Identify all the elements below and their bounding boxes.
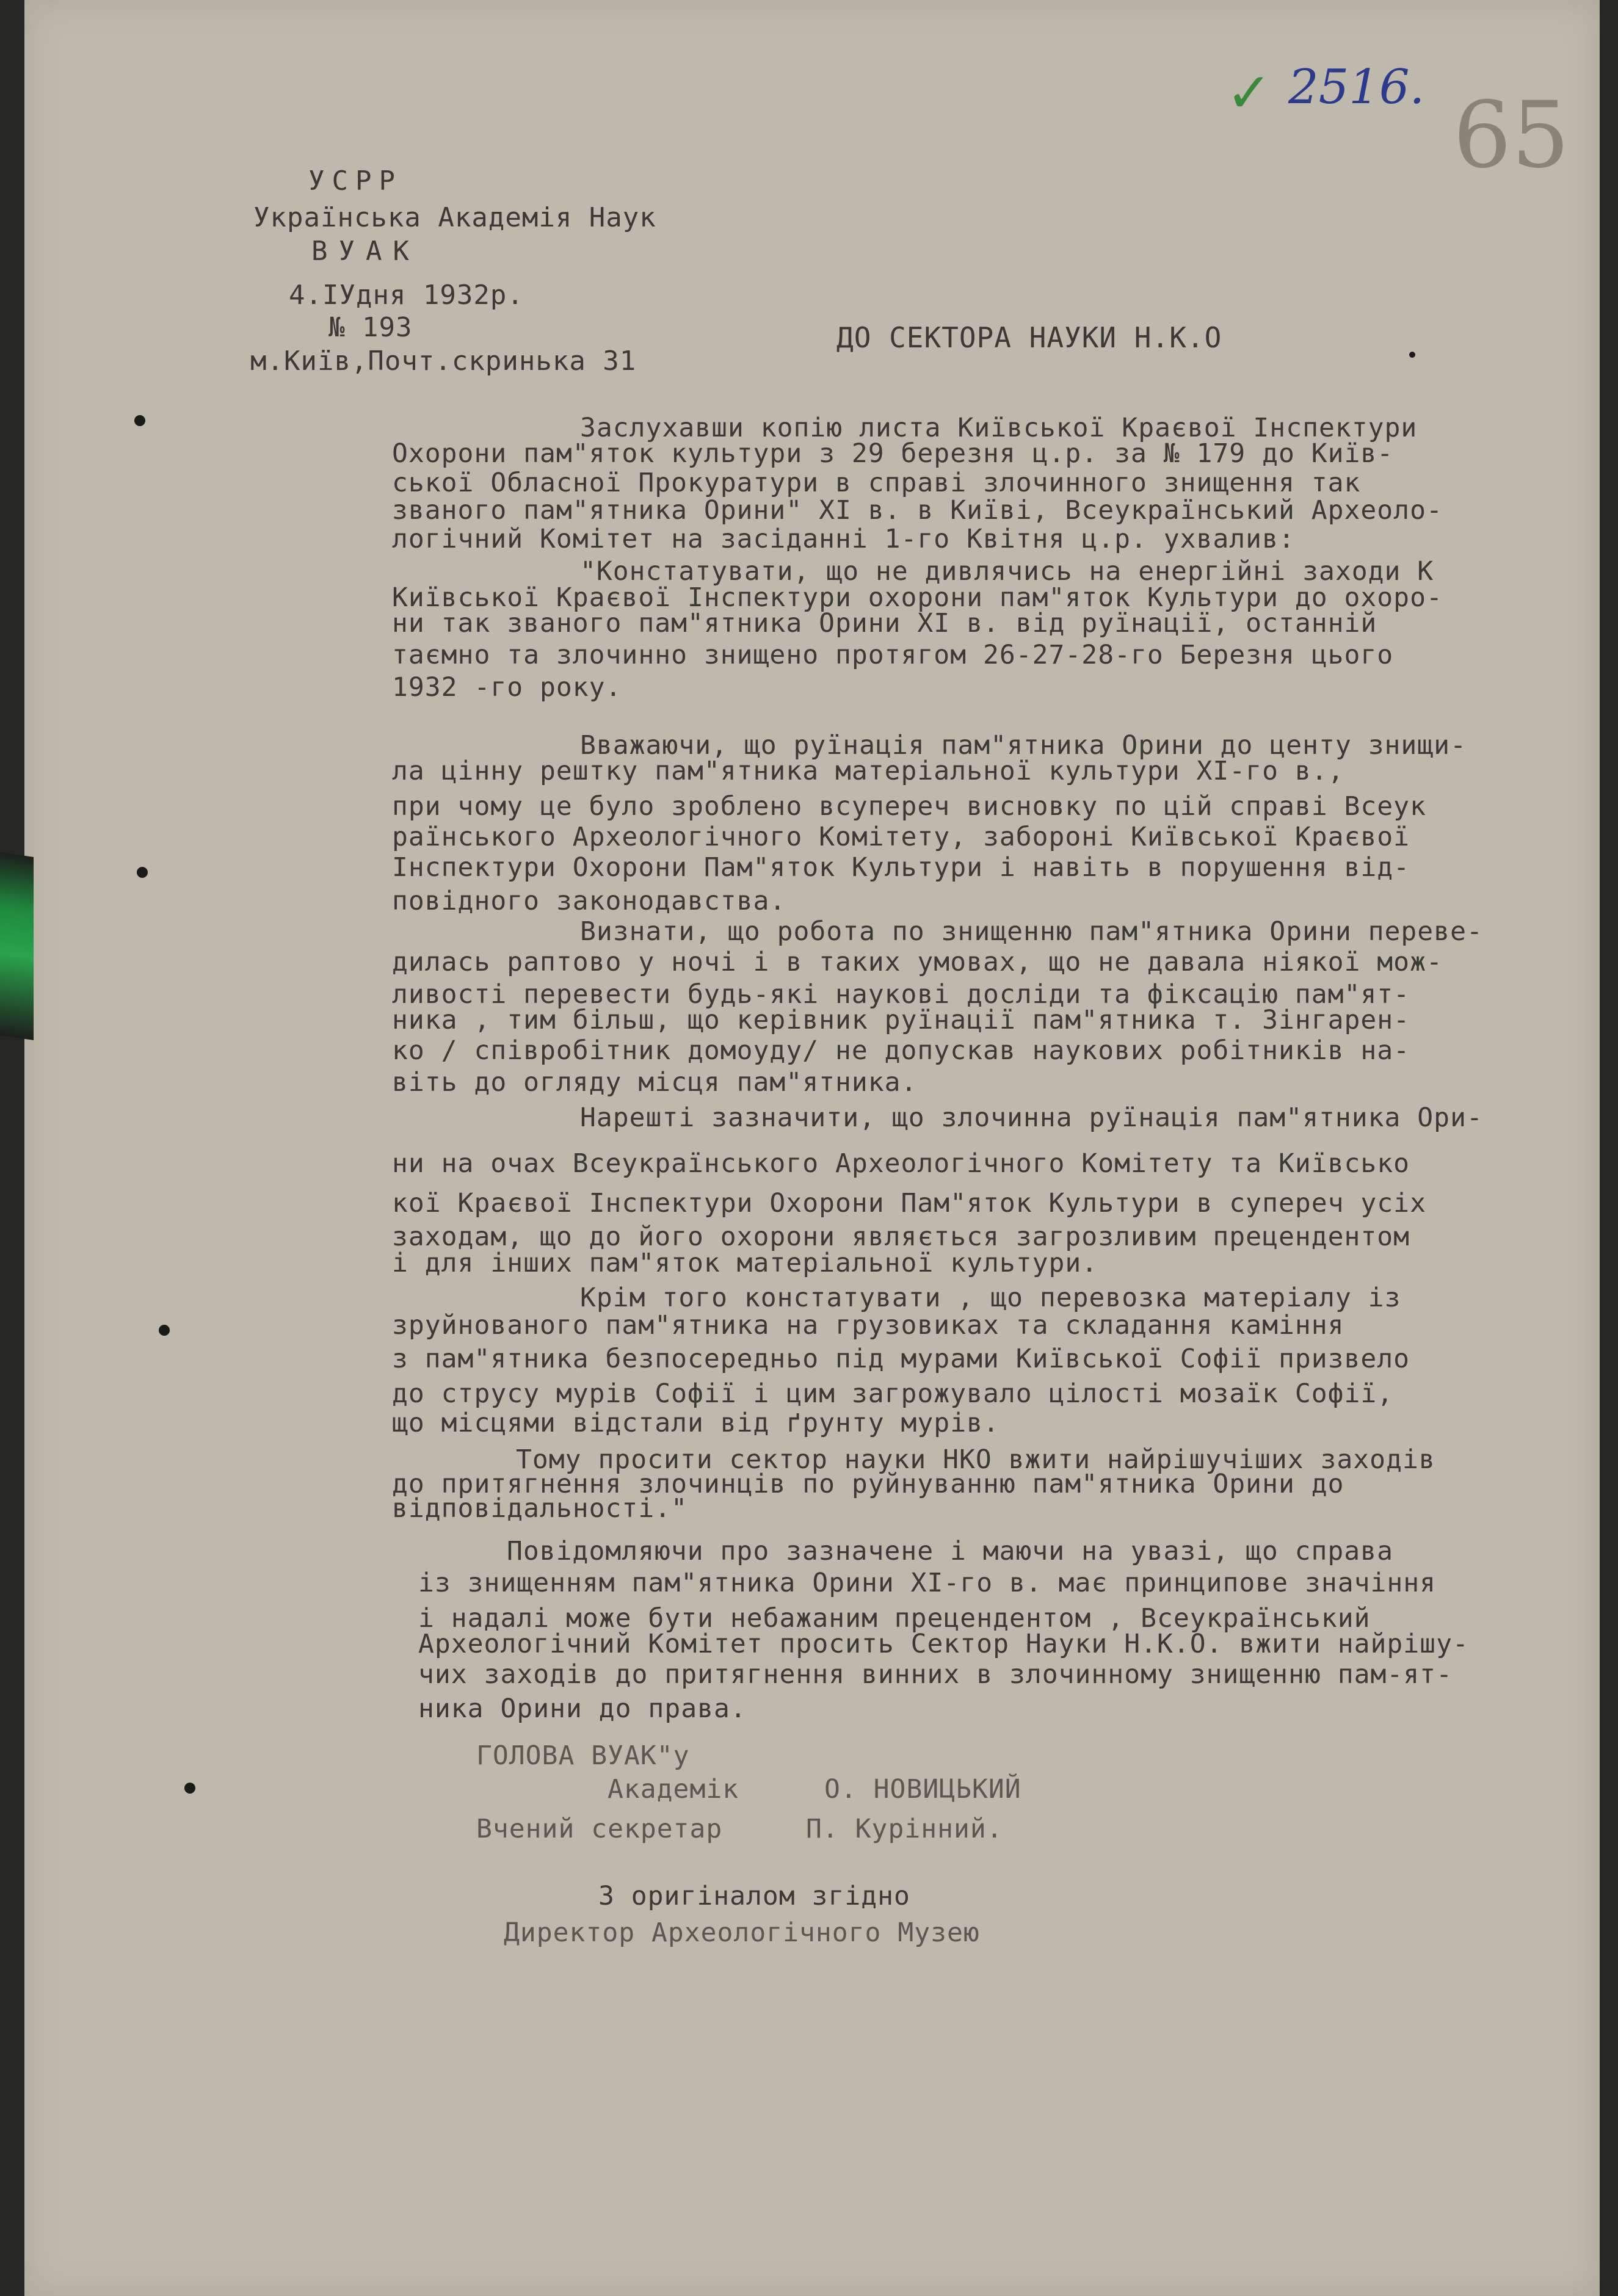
green-checkmark-icon: ✓	[1226, 61, 1272, 125]
body-line: чих заходів до притягнення винних в злочинному знищенню пам-ят-	[418, 1659, 1453, 1690]
secretary-title: Вчений секретар	[476, 1814, 723, 1844]
body-line: ника , тим більш, що керівник руїнації пам"ятника т. Зінгарен-	[392, 1005, 1410, 1035]
body-line: при чому це було зроблено всупереч висновку по цій справі Всеук	[392, 791, 1426, 822]
body-line: до струсу мурів Софії і цим загрожувало цілості мозаїк Софії,	[392, 1378, 1394, 1409]
body-line: 1932 -го року.	[392, 672, 622, 703]
binding-edge-strip	[0, 852, 34, 1040]
body-line: ни так званого пам"ятника Орини XI в. від руїнації, останній	[392, 608, 1377, 639]
document-page	[24, 0, 1600, 2296]
body-line: "Констатувати, що не дивлячись на енергійні заходи К	[580, 556, 1434, 587]
header-academy: Українська Академія Наук	[253, 202, 656, 233]
body-line: зруйнованого пам"ятника на грузовиках та складання каміння	[392, 1310, 1344, 1341]
body-line: Крім того констатувати , що перевозка матеріалу із	[580, 1283, 1401, 1313]
body-line: ливості перевести будь-які наукові досліди та фіксацію пам"ят-	[392, 979, 1410, 1010]
body-line: Київської Краєвої Інспектури охорони пам"яток Культури до охоро-	[392, 582, 1443, 613]
binding-hole	[134, 415, 145, 426]
body-line: і надалі може бути небажаним прецендентом , Всеукраїнський	[418, 1603, 1371, 1634]
body-line: ської Обласної Прокуратури в справі злочинного знищення так	[392, 468, 1361, 498]
binding-hole	[159, 1325, 170, 1336]
body-line: і для інших пам"яток матеріальної культури.	[392, 1248, 1098, 1278]
header-address: м.Київ,Почт.скринька 31	[250, 346, 637, 377]
body-line: Нарешті зазначити, що злочинна руїнація пам"ятника Ори-	[580, 1103, 1483, 1133]
body-line: відповідальності."	[392, 1493, 687, 1524]
body-line: Археологічний Комітет просить Сектор Науки Н.К.О. вжити найрішу-	[418, 1629, 1469, 1659]
body-line: віть до огляду місця пам"ятника.	[392, 1067, 918, 1098]
body-line: ни на очах Всеукраїнського Археологічного Комітету та Київсько	[392, 1148, 1410, 1179]
body-line: із знищенням пам"ятника Орини XI-го в. має принципове значіння	[418, 1568, 1437, 1598]
body-line: з пам"ятника безпосередньо під мурами Київської Софії призвело	[392, 1344, 1410, 1374]
chair-name: О. НОВИЦЬКИЙ	[824, 1774, 1021, 1805]
binding-hole	[137, 867, 148, 878]
secretary-name: П. Курінний.	[806, 1814, 1003, 1844]
body-line: дилась раптово у ночі і в таких умовах, що не давала ніякої мож-	[392, 947, 1443, 977]
header-state: УСРР	[308, 165, 402, 197]
body-line: Заслухавши копію листа Київської Краєвої Інспектури	[580, 413, 1418, 443]
binding-hole	[184, 1783, 195, 1794]
body-line: званого пам"ятника Орини" XI в. в Київі, Всеукраїнський Археоло-	[392, 495, 1443, 526]
header-date: 4.IУдня 1932р.	[289, 280, 524, 311]
body-line: до притягнення злочинців по руйнуванню пам"ятника Орини до	[392, 1469, 1344, 1499]
body-line: ника Орини до права.	[418, 1693, 747, 1724]
body-line: логічний Комітет на засіданні 1-го Квітня ц.р. ухвалив:	[392, 524, 1295, 554]
body-line: Інспектури Охорони Пам"яток Культури і навіть в порушення від-	[392, 852, 1410, 883]
recipient: ДО СЕКТОРА НАУКИ Н.К.О	[836, 321, 1222, 354]
folio-number: 65	[1453, 82, 1570, 189]
binding-hole	[1409, 352, 1415, 358]
body-line: кої Краєвої Інспектури Охорони Пам"яток Культури в супереч усіх	[392, 1188, 1426, 1219]
archive-number: 2516.	[1288, 60, 1425, 115]
chair-rank: Академік	[608, 1774, 739, 1805]
body-line: Охорони пам"яток культури з 29 березня ц.р. за № 179 до Київ-	[392, 438, 1394, 469]
certification-line: З оригіналом згідно	[598, 1881, 910, 1911]
body-line: Вважаючи, що руїнація пам"ятника Орини до центу знищи-	[580, 730, 1467, 761]
body-line: заходам, що до його охорони являється загрозливим прецендентом	[392, 1222, 1410, 1252]
body-line: Визнати, що робота по знищенню пам"ятника Орини переве-	[580, 916, 1483, 947]
body-line: ла цінну рештку пам"ятника матеріальної культури XI-го в.,	[392, 756, 1344, 786]
body-line: раїнського Археологічного Комітету, забороні Київської Краєвої	[392, 822, 1410, 852]
body-line: Повідомляючи про зазначене і маючи на увазі, що справа	[507, 1536, 1393, 1566]
body-line: що місцями відстали від ґрунту мурів.	[392, 1408, 999, 1438]
body-line: повідного законодавства.	[392, 886, 786, 916]
body-line: ко / співробітник домоуду/ не допускав наукових робітників на-	[392, 1035, 1410, 1066]
header-org: ВУАК	[311, 236, 420, 267]
chair-title: ГОЛОВА ВУАК"у	[476, 1740, 690, 1771]
header-number: № 193	[328, 312, 413, 343]
director-line: Директор Археологічного Музею	[504, 1918, 980, 1948]
body-line: Тому просити сектор науки НКО вжити найрішучіших заходів	[516, 1444, 1435, 1475]
body-line: таємно та злочинно знищено протягом 26-27-28-го Березня цього	[392, 640, 1394, 670]
